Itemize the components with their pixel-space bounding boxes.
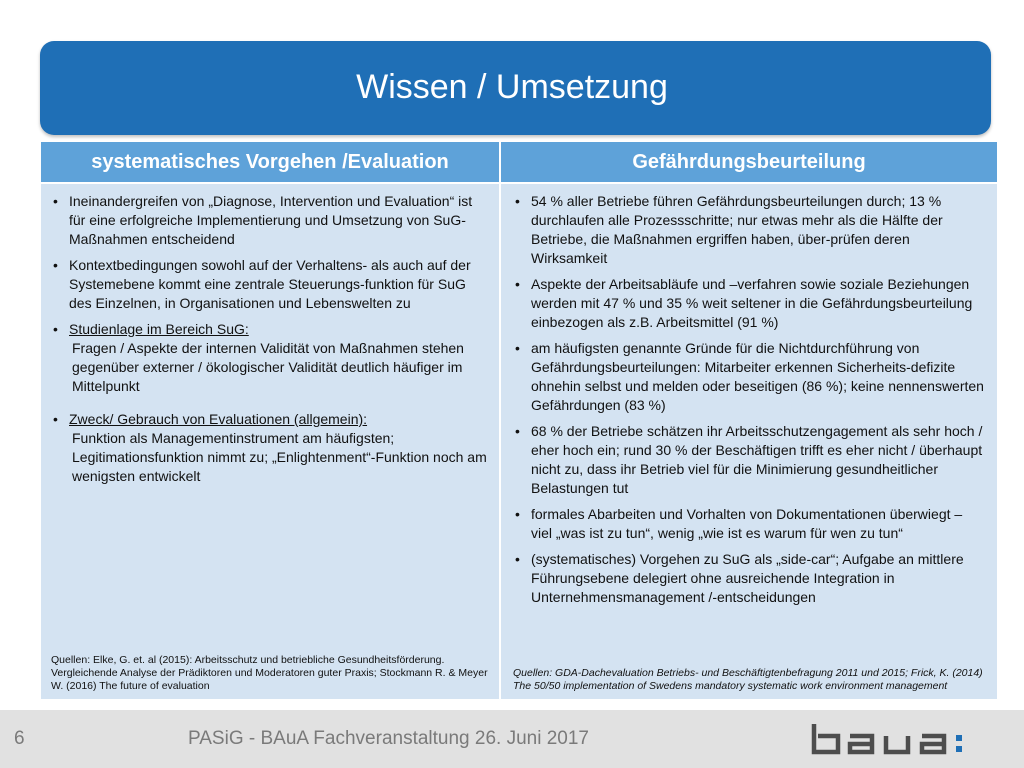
bullet-item: • Studienlage im Bereich SuG: Fragen / Aspekte der internen Validität von Maßnahmen stehen gegenüber externer / ökologischer Validität deutlich häufiger im Mittelpunkt bbox=[53, 321, 464, 394]
bullet-dot-icon: • bbox=[515, 340, 520, 356]
evaluation-source: Quellen: Elke, G. et. al (2015): Arbeitsschutz und betriebliche Gesundheitsförderung. Vergleichende Analyse der Prädiktoren und Moderatoren guter Praxis; Stockmann R. & Meyer W. (2016) The future of evaluation bbox=[51, 654, 488, 692]
gb-bullet-list bbox=[513, 192, 987, 607]
footer-bar bbox=[0, 710, 1024, 768]
bullet-item: • am häufigsten genannte Gründe für die Nichtdurchführung von Gefährdungsbeurteilungen: Mitarbeiter erkennen Sicherheits-defizite ohnehin selbst und melden oder beseitigen (86 %); keine nennenswerten Gefährdungen (83 %) bbox=[515, 340, 984, 413]
bullet-dot-icon: • bbox=[53, 321, 58, 337]
bullet-dot-icon: • bbox=[53, 257, 58, 273]
bullet-dot-icon: • bbox=[515, 423, 520, 439]
bullet-item: • Ineinandergreifen von „Diagnose, Intervention und Evaluation“ ist für eine erfolgreiche Implementierung und Umsetzung von SuG-Maßnahmen entscheidend bbox=[53, 193, 473, 247]
bullet-item: • 68 % der Betriebe schätzen ihr Arbeitsschutzengagement als sehr hoch / eher hoch ein; rund 30 % der Beschäftigen trifft es eher nicht / überhaupt nicht zu, dass ihr Betrieb viel für die Minimierung gesundheitlicher Belastungen tut bbox=[515, 423, 983, 496]
bullet-dot-icon: • bbox=[515, 506, 520, 522]
page-number: 6 bbox=[14, 728, 25, 749]
bullet-dot-icon: • bbox=[53, 411, 58, 427]
bullet-item: • Zweck/ Gebrauch von Evaluationen (allgemein): Funktion als Managementinstrument am häufigsten; Legitimationsfunktion nimmt zu; „Enlightenment“-Funktion noch am wenigsten entwickelt bbox=[53, 411, 487, 484]
bullet-dot-icon: • bbox=[515, 276, 520, 292]
gefaehrdungsbeurteilung-cell bbox=[501, 184, 997, 699]
evaluation-cell bbox=[41, 184, 499, 699]
bullet-item: • (systematisches) Vorgehen zu SuG als „side-car“; Aufgabe an mittlere Führungsebene delegiert ohne ausreichende Integration in Unternehmensmanagement /-entscheidungen bbox=[515, 551, 964, 605]
bullet-item: • Aspekte der Arbeitsabläufe und –verfahren sowie soziale Beziehungen werden mit 47 % und 35 % weit seltener in die Gefährdungsbeurteilung einbezogen als z.B. Arbeitsmittel (91 %) bbox=[515, 276, 973, 330]
gb-source: Quellen: GDA-Dachevaluation Betriebs- und Beschäftigtenbefragung 2011 und 2015; Frick, K. (2014) The 50/50 implementation of Swedens mandatory systematic work environment management bbox=[513, 667, 983, 692]
header-gefaehrdungsbeurteilung: Gefährdungsbeurteilung bbox=[501, 142, 997, 182]
bullet-item: • 54 % aller Betriebe führen Gefährdungsbeurteilungen durch; 13 % durchlaufen alle Prozessschritte; nur etwas mehr als die Hälfte der Betriebe, die Maßnahmen ergriffen haben, über-prüfen deren Wirksamkeit bbox=[515, 193, 943, 266]
bullet-item: • Kontextbedingungen sowohl auf der Verhaltens- als auch auf der Systemebene kommt eine zentrale Steuerungs-funktion für SuG des Einzelnen, in Organisationen und Lebenswelten zu bbox=[53, 257, 471, 311]
table-body-row bbox=[41, 184, 997, 699]
evaluation-bullet-list bbox=[51, 192, 489, 486]
bullet-heading: Studienlage im Bereich SuG: bbox=[69, 321, 249, 337]
bullet-dot-icon: • bbox=[515, 551, 520, 567]
slide-title: Wissen / Umsetzung bbox=[356, 68, 668, 106]
bullet-item: • formales Abarbeiten und Vorhalten von Dokumentationen überwiegt – viel „was ist zu tun“, wenig „wie ist es warum für wen zu tun“ bbox=[515, 506, 963, 541]
footer-event-text: PASiG - BAuA Fachveranstaltung 26. Juni 2017 bbox=[188, 728, 589, 749]
bullet-heading: Zweck/ Gebrauch von Evaluationen (allgemein): bbox=[69, 411, 368, 427]
header-evaluation: systematisches Vorgehen /Evaluation bbox=[41, 142, 499, 182]
baua-logo bbox=[810, 722, 970, 756]
bullet-dot-icon: • bbox=[515, 193, 520, 209]
table-header-row bbox=[41, 142, 997, 182]
content-table bbox=[41, 142, 997, 699]
bullet-dot-icon: • bbox=[53, 193, 58, 209]
